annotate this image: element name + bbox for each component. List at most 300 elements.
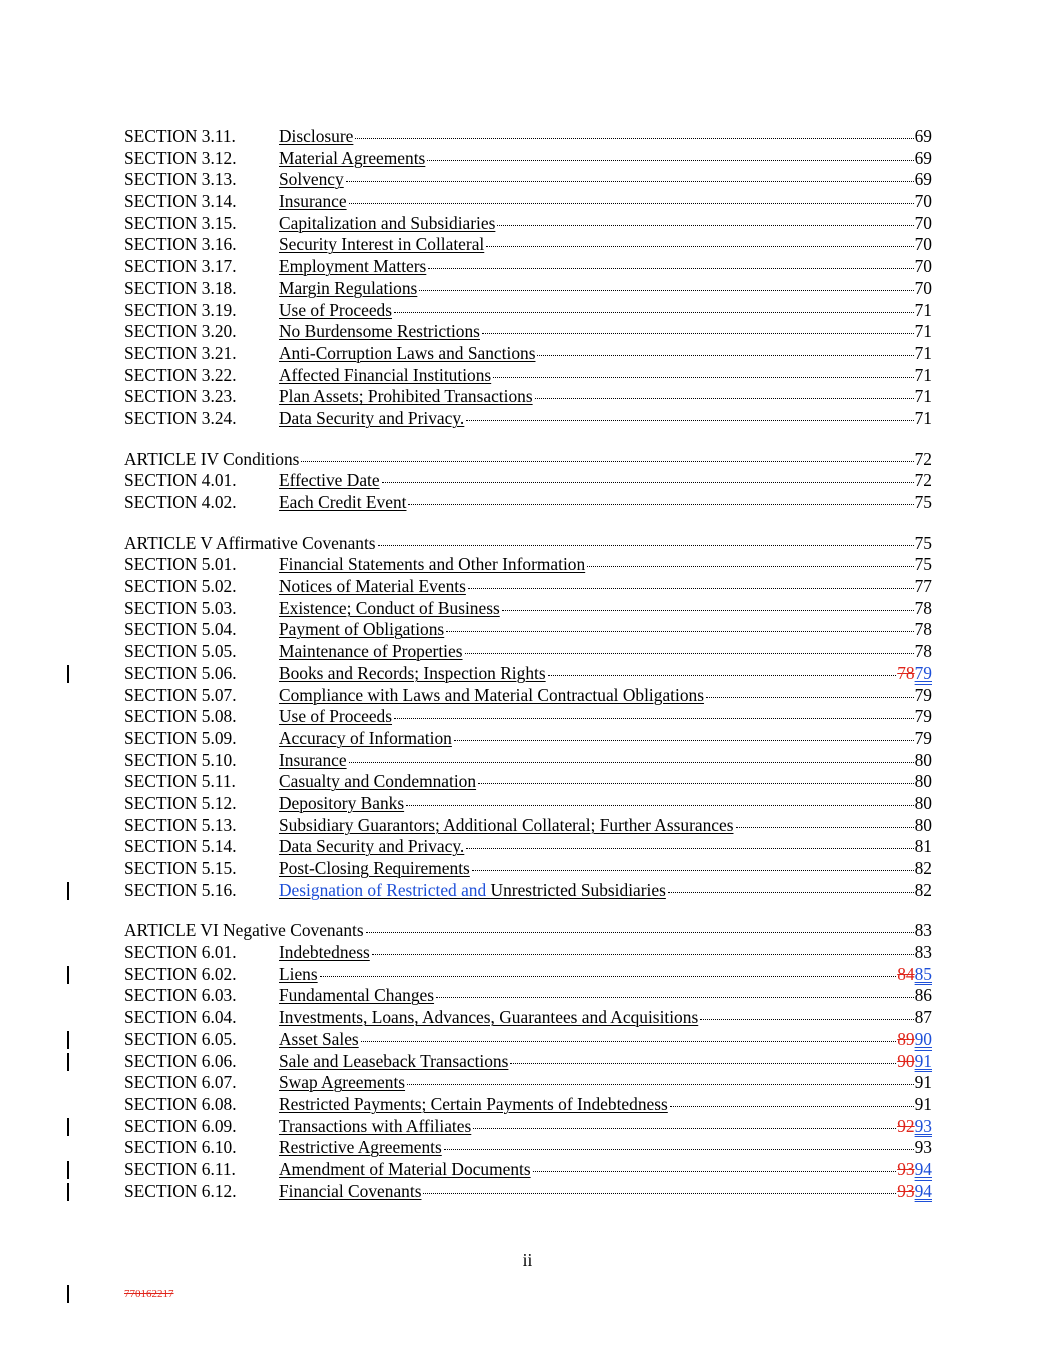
deleted-page-number: 92 <box>897 1115 915 1136</box>
section-number: SECTION 6.08. <box>124 1093 237 1114</box>
section-page-number <box>897 1029 932 1051</box>
dot-leader <box>446 630 913 632</box>
section-number: SECTION 3.24. <box>124 407 237 428</box>
section-title[interactable] <box>279 750 347 772</box>
toc-section-entry[interactable] <box>124 386 932 408</box>
document-id-deleted: 770162217 <box>124 1288 174 1300</box>
section-title-text: Anti-Corruption Laws and Sanctions <box>279 342 536 363</box>
toc-article-heading[interactable] <box>124 533 932 555</box>
dot-leader <box>465 652 914 654</box>
section-page-number: 69 <box>914 169 932 190</box>
section-title-text: Affected Financial Institutions <box>279 364 492 385</box>
article-title: ARTICLE VI Negative Covenants <box>124 920 364 941</box>
dot-leader <box>408 503 913 505</box>
section-title[interactable] <box>279 386 533 408</box>
section-title-text: Swap Agreements <box>279 1072 406 1093</box>
change-bar <box>67 882 69 900</box>
section-page-number: 80 <box>914 814 932 835</box>
change-bar <box>67 1031 69 1049</box>
deleted-page-number: 93 <box>897 1180 915 1201</box>
change-bar <box>67 1183 69 1201</box>
section-title[interactable] <box>279 365 491 387</box>
section-page-number: 79 <box>914 684 932 705</box>
section-number: SECTION 3.13. <box>124 169 237 190</box>
section-title[interactable] <box>279 706 392 728</box>
deleted-page-number: 84 <box>897 963 915 984</box>
change-bar <box>67 1053 69 1071</box>
section-title[interactable] <box>279 1072 405 1094</box>
section-title[interactable] <box>279 343 535 365</box>
section-page-number: 69 <box>914 126 932 146</box>
section-page-number: 78 <box>914 619 932 640</box>
section-page-number: 71 <box>914 321 932 342</box>
toc-section-entry[interactable] <box>124 728 932 750</box>
dot-leader <box>361 1040 897 1042</box>
section-number: SECTION 5.04. <box>124 619 237 640</box>
toc-section-entry[interactable] <box>124 278 932 300</box>
section-title[interactable] <box>279 619 444 641</box>
toc-section-entry[interactable] <box>124 1072 932 1094</box>
toc-section-entry[interactable] <box>124 815 932 837</box>
toc-section-entry[interactable] <box>124 408 932 430</box>
dot-leader <box>486 245 913 247</box>
toc-section-entry[interactable] <box>124 836 932 858</box>
article-title: ARTICLE V Affirmative Covenants <box>124 532 376 553</box>
section-page-number: 79 <box>914 727 932 748</box>
section-page-number <box>897 1116 932 1138</box>
dot-leader <box>497 224 913 226</box>
toc-section-entry[interactable] <box>124 256 932 278</box>
dot-leader <box>502 609 914 611</box>
toc-section-entry[interactable] <box>124 641 932 663</box>
toc-section-entry[interactable] <box>124 148 932 170</box>
section-page-number: 71 <box>914 299 932 320</box>
dot-leader <box>444 1148 914 1150</box>
section-number: SECTION 5.03. <box>124 597 237 618</box>
dot-leader <box>468 587 914 589</box>
dot-leader <box>587 565 913 567</box>
section-number: SECTION 6.04. <box>124 1007 237 1028</box>
toc-section-entry[interactable] <box>124 470 932 492</box>
section-title[interactable] <box>279 685 704 707</box>
dot-leader <box>706 696 914 698</box>
toc-section-entry[interactable] <box>124 858 932 880</box>
toc-section-entry[interactable] <box>124 598 932 620</box>
toc-section-entry[interactable] <box>124 619 932 641</box>
inserted-page-number: 93 <box>914 1115 932 1136</box>
dot-leader <box>378 544 914 546</box>
section-page-number: 91 <box>914 1072 932 1093</box>
dot-leader <box>472 869 914 871</box>
section-number: SECTION 5.13. <box>124 814 237 835</box>
section-page-number: 81 <box>914 836 932 857</box>
section-number: SECTION 3.21. <box>124 342 237 363</box>
section-title-text: Employment Matters <box>279 256 427 277</box>
section-title[interactable] <box>279 880 666 902</box>
section-title-text: Depository Banks <box>279 792 405 813</box>
section-title-text: Insurance <box>279 749 347 770</box>
section-title[interactable] <box>279 256 426 278</box>
section-page-number: 71 <box>914 407 932 428</box>
section-page-number: 70 <box>914 277 932 298</box>
dot-leader <box>394 311 914 313</box>
toc-section-entry[interactable] <box>124 880 932 902</box>
section-title[interactable] <box>279 858 470 880</box>
section-title-text: Data Security and Privacy. <box>279 836 465 857</box>
section-number: SECTION 4.01. <box>124 470 237 491</box>
section-title-text: Restricted Payments; Certain Payments of Indebtedness <box>279 1093 668 1114</box>
section-page-number: 70 <box>914 191 932 212</box>
section-title-text: No Burdensome Restrictions <box>279 321 480 342</box>
page-number-footer: ii <box>522 1250 533 1270</box>
change-bar <box>67 1285 69 1303</box>
dot-leader <box>301 460 913 462</box>
section-title-text: Effective Date <box>279 470 380 491</box>
section-title[interactable] <box>279 1094 668 1116</box>
section-page-number: 87 <box>914 1007 932 1028</box>
section-page-number <box>897 1159 932 1181</box>
section-title[interactable] <box>279 598 500 620</box>
dot-leader <box>700 1018 913 1020</box>
section-page-number: 69 <box>914 147 932 168</box>
section-title-text: Post-Closing Requirements <box>279 858 470 878</box>
dot-leader <box>349 202 914 204</box>
dot-leader <box>436 996 914 998</box>
section-page-number <box>897 663 932 685</box>
section-title-text: Use of Proceeds <box>279 706 393 727</box>
section-title-text: Data Security and Privacy. <box>279 407 465 428</box>
section-number: SECTION 6.07. <box>124 1072 237 1093</box>
section-number: SECTION 3.16. <box>124 234 237 255</box>
toc-section-entry[interactable] <box>124 706 932 728</box>
dot-leader <box>535 397 914 399</box>
section-number: SECTION 3.23. <box>124 386 237 407</box>
dot-leader <box>736 826 914 828</box>
section-page-number: 80 <box>914 771 932 792</box>
section-title[interactable] <box>279 1159 531 1181</box>
section-page-number: 75 <box>914 492 932 512</box>
toc-section-entry[interactable] <box>124 1094 932 1116</box>
toc-section-entry[interactable] <box>124 942 932 964</box>
section-page-number <box>897 1051 932 1073</box>
section-title-text: Unrestricted Subsidiaries <box>490 879 666 900</box>
section-number: SECTION 6.05. <box>124 1028 237 1049</box>
section-page-number: 91 <box>914 1093 932 1114</box>
section-title-text: Restrictive Agreements <box>279 1137 442 1158</box>
section-title[interactable] <box>279 300 392 322</box>
section-number: SECTION 5.15. <box>124 858 237 878</box>
section-title[interactable] <box>279 191 347 213</box>
section-number: SECTION 5.14. <box>124 836 237 857</box>
section-title-text: Each Credit Event <box>279 492 407 512</box>
toc-section-entry[interactable] <box>124 1029 932 1051</box>
toc-section-entry[interactable] <box>124 365 932 387</box>
toc-section-entry[interactable] <box>124 492 932 514</box>
section-number: SECTION 3.17. <box>124 256 237 277</box>
section-page-number: 83 <box>914 942 932 963</box>
section-title-text: Material Agreements <box>279 147 426 168</box>
section-title[interactable] <box>279 148 425 170</box>
toc-section-entry[interactable] <box>124 343 932 365</box>
section-number: SECTION 5.07. <box>124 684 237 705</box>
section-number: SECTION 6.11. <box>124 1158 236 1179</box>
section-title[interactable] <box>279 1137 442 1159</box>
section-title-text: Subsidiary Guarantors; Additional Collateral; Further Assurances <box>279 814 734 835</box>
dot-leader <box>466 847 913 849</box>
dot-leader <box>355 137 913 139</box>
inserted-page-number: 91 <box>914 1050 932 1071</box>
article-page-number: 75 <box>914 532 932 553</box>
section-title[interactable] <box>279 234 484 256</box>
section-title[interactable] <box>279 942 370 964</box>
section-title-text: Payment of Obligations <box>279 619 445 640</box>
dot-leader <box>478 782 914 784</box>
section-page-number: 72 <box>914 470 932 491</box>
inserted-text: Designation of Restricted and <box>279 879 491 900</box>
dot-leader <box>668 891 914 893</box>
inserted-page-number: 79 <box>914 662 932 683</box>
dot-leader <box>394 717 914 719</box>
toc-section-entry[interactable] <box>124 750 932 772</box>
dot-leader <box>366 931 914 933</box>
section-page-number: 70 <box>914 256 932 277</box>
inserted-page-number: 90 <box>914 1028 932 1049</box>
section-page-number: 78 <box>914 597 932 618</box>
section-title[interactable] <box>279 663 546 685</box>
section-title[interactable] <box>279 793 404 815</box>
section-page-number: 86 <box>914 985 932 1006</box>
article-3-section-list <box>124 126 932 430</box>
section-title[interactable] <box>279 554 585 576</box>
dot-leader <box>423 1192 896 1194</box>
section-title-text: Security Interest in Collateral <box>279 234 485 255</box>
section-title[interactable] <box>279 836 464 858</box>
section-number: SECTION 6.03. <box>124 985 237 1006</box>
section-page-number: 71 <box>914 342 932 363</box>
section-title[interactable] <box>279 576 466 598</box>
dot-leader <box>419 289 913 291</box>
dot-leader <box>454 739 914 741</box>
section-number: SECTION 6.01. <box>124 942 237 963</box>
article-title: ARTICLE IV Conditions <box>124 448 300 469</box>
section-title[interactable] <box>279 213 495 235</box>
section-title-text: Solvency <box>279 169 344 190</box>
dot-leader <box>428 267 913 269</box>
section-page-number: 75 <box>914 554 932 575</box>
section-title[interactable] <box>279 278 417 300</box>
section-title[interactable] <box>279 470 380 492</box>
toc-section-entry[interactable] <box>124 1137 932 1159</box>
section-title[interactable] <box>279 1007 698 1029</box>
dot-leader <box>510 1062 896 1064</box>
section-title-text: Fundamental Changes <box>279 985 435 1006</box>
toc-section-entry[interactable] <box>124 793 932 815</box>
toc-section-entry[interactable] <box>124 685 932 707</box>
section-page-number: 70 <box>914 212 932 233</box>
dot-leader <box>427 159 913 161</box>
section-number: SECTION 6.10. <box>124 1137 237 1158</box>
toc-section-entry[interactable] <box>124 554 932 576</box>
section-title-text: Amendment of Material Documents <box>279 1158 531 1179</box>
section-page-number: 77 <box>914 576 932 597</box>
toc-section-entry[interactable] <box>124 126 932 148</box>
section-number: SECTION 3.14. <box>124 191 237 212</box>
section-number: SECTION 5.10. <box>124 749 237 770</box>
section-title[interactable] <box>279 985 434 1007</box>
toc-section-entry[interactable] <box>124 771 932 793</box>
section-title-text: Capitalization and Subsidiaries <box>279 212 496 233</box>
section-title[interactable] <box>279 492 406 514</box>
toc-section-entry[interactable] <box>124 234 932 256</box>
section-number: SECTION 5.09. <box>124 727 237 748</box>
section-title-text: Margin Regulations <box>279 277 418 298</box>
section-title-text: Disclosure <box>279 126 354 146</box>
section-number: SECTION 5.08. <box>124 706 237 727</box>
article-page-number: 72 <box>914 448 932 469</box>
section-number: SECTION 3.19. <box>124 299 237 320</box>
section-page-number <box>897 1181 932 1203</box>
toc-section-entry[interactable] <box>124 663 932 685</box>
toc-article-heading[interactable] <box>124 920 932 942</box>
dot-leader <box>493 376 913 378</box>
section-title[interactable] <box>279 641 463 663</box>
toc-article-heading[interactable] <box>124 449 932 471</box>
section-number: SECTION 5.12. <box>124 792 237 813</box>
section-title[interactable] <box>279 1029 359 1051</box>
section-number: SECTION 3.11. <box>124 126 236 146</box>
toc-section-entry[interactable] <box>124 321 932 343</box>
section-page-number: 93 <box>914 1137 932 1158</box>
toc-section-entry[interactable] <box>124 191 932 213</box>
dot-leader <box>548 674 897 676</box>
inserted-page-number: 94 <box>914 1180 932 1201</box>
inserted-page-number: 85 <box>914 963 932 984</box>
table-of-contents <box>124 126 932 1202</box>
section-number: SECTION 5.11. <box>124 771 236 792</box>
section-number: SECTION 3.20. <box>124 321 237 342</box>
toc-section-entry[interactable] <box>124 213 932 235</box>
section-number: SECTION 3.15. <box>124 212 237 233</box>
section-page-number: 79 <box>914 706 932 727</box>
dot-leader <box>466 419 913 421</box>
section-number: SECTION 3.12. <box>124 147 237 168</box>
section-title-text: Compliance with Laws and Material Contractual Obligations <box>279 684 705 705</box>
deleted-page-number: 93 <box>897 1158 915 1179</box>
section-number: SECTION 3.18. <box>124 277 237 298</box>
toc-section-entry[interactable] <box>124 576 932 598</box>
section-number: SECTION 4.02. <box>124 492 237 512</box>
section-title-text: Insurance <box>279 191 347 212</box>
dot-leader <box>320 975 897 977</box>
section-title-text: Use of Proceeds <box>279 299 393 320</box>
deleted-page-number: 89 <box>897 1028 915 1049</box>
section-number: SECTION 5.02. <box>124 576 237 597</box>
section-title-text: Books and Records; Inspection Rights <box>279 662 546 683</box>
toc-section-entry[interactable] <box>124 985 932 1007</box>
section-number: SECTION 6.02. <box>124 963 237 984</box>
section-title[interactable] <box>279 126 353 148</box>
section-title-text: Liens <box>279 963 318 984</box>
section-page-number: 82 <box>914 858 932 878</box>
change-bar <box>67 1161 69 1179</box>
section-title-text: Accuracy of Information <box>279 727 452 748</box>
change-bar <box>67 665 69 683</box>
dot-leader <box>406 804 914 806</box>
section-page-number: 80 <box>914 792 932 813</box>
section-number: SECTION 5.06. <box>124 662 237 683</box>
section-title-text: Casualty and Condemnation <box>279 771 477 792</box>
section-page-number: 80 <box>914 749 932 770</box>
section-title-text: Sale and Leaseback Transactions <box>279 1050 509 1071</box>
section-title-text: Asset Sales <box>279 1028 359 1049</box>
section-page-number: 71 <box>914 364 932 385</box>
section-page-number: 70 <box>914 234 932 255</box>
section-title-text: Indebtedness <box>279 942 370 963</box>
dot-leader <box>670 1105 914 1107</box>
dot-leader <box>382 481 914 483</box>
section-title[interactable] <box>279 1116 471 1138</box>
section-page-number: 71 <box>914 386 932 407</box>
toc-section-entry[interactable] <box>124 300 932 322</box>
section-title-text: Maintenance of Properties <box>279 641 463 662</box>
section-number: SECTION 3.22. <box>124 364 237 385</box>
toc-section-entry[interactable] <box>124 1116 932 1138</box>
deleted-page-number: 78 <box>897 662 915 683</box>
toc-section-entry[interactable] <box>124 1007 932 1029</box>
dot-leader <box>407 1083 914 1085</box>
article-page-number: 83 <box>914 920 932 941</box>
section-number: SECTION 6.06. <box>124 1050 237 1071</box>
toc-section-entry[interactable] <box>124 1181 932 1203</box>
dot-leader <box>346 180 914 182</box>
section-title-text: Financial Statements and Other Information <box>279 554 586 575</box>
change-bar <box>67 966 69 984</box>
change-bar <box>67 1118 69 1136</box>
section-page-number: 78 <box>914 641 932 662</box>
article-4-section-list <box>124 470 932 513</box>
section-title-text: Financial Covenants <box>279 1180 422 1201</box>
section-number: SECTION 5.01. <box>124 554 237 575</box>
dot-leader <box>349 761 914 763</box>
section-title-text: Investments, Loans, Advances, Guarantees and Acquisitions <box>279 1007 699 1028</box>
section-title[interactable] <box>279 408 464 430</box>
section-title[interactable] <box>279 728 452 750</box>
section-number: SECTION 5.05. <box>124 641 237 662</box>
toc-section-entry[interactable] <box>124 964 932 986</box>
section-number: SECTION 5.16. <box>124 879 237 900</box>
section-number: SECTION 6.12. <box>124 1180 237 1201</box>
section-page-number: 82 <box>914 879 932 900</box>
section-title-text: Transactions with Affiliates <box>279 1115 472 1136</box>
toc-section-entry[interactable] <box>124 1051 932 1073</box>
section-title[interactable] <box>279 1181 421 1203</box>
section-title[interactable] <box>279 321 480 343</box>
article-5-section-list <box>124 554 932 901</box>
section-title[interactable] <box>279 771 476 793</box>
dot-leader <box>372 953 914 955</box>
toc-section-entry[interactable] <box>124 169 932 191</box>
section-title-text: Notices of Material Events <box>279 576 466 597</box>
dot-leader <box>482 332 914 334</box>
section-title[interactable] <box>279 815 734 837</box>
section-title-text: Existence; Conduct of Business <box>279 597 500 618</box>
section-title[interactable] <box>279 964 318 986</box>
article-6-section-list <box>124 942 932 1202</box>
toc-section-entry[interactable] <box>124 1159 932 1181</box>
section-title[interactable] <box>279 169 344 191</box>
deleted-page-number: 90 <box>897 1050 915 1071</box>
section-title[interactable] <box>279 1051 508 1073</box>
